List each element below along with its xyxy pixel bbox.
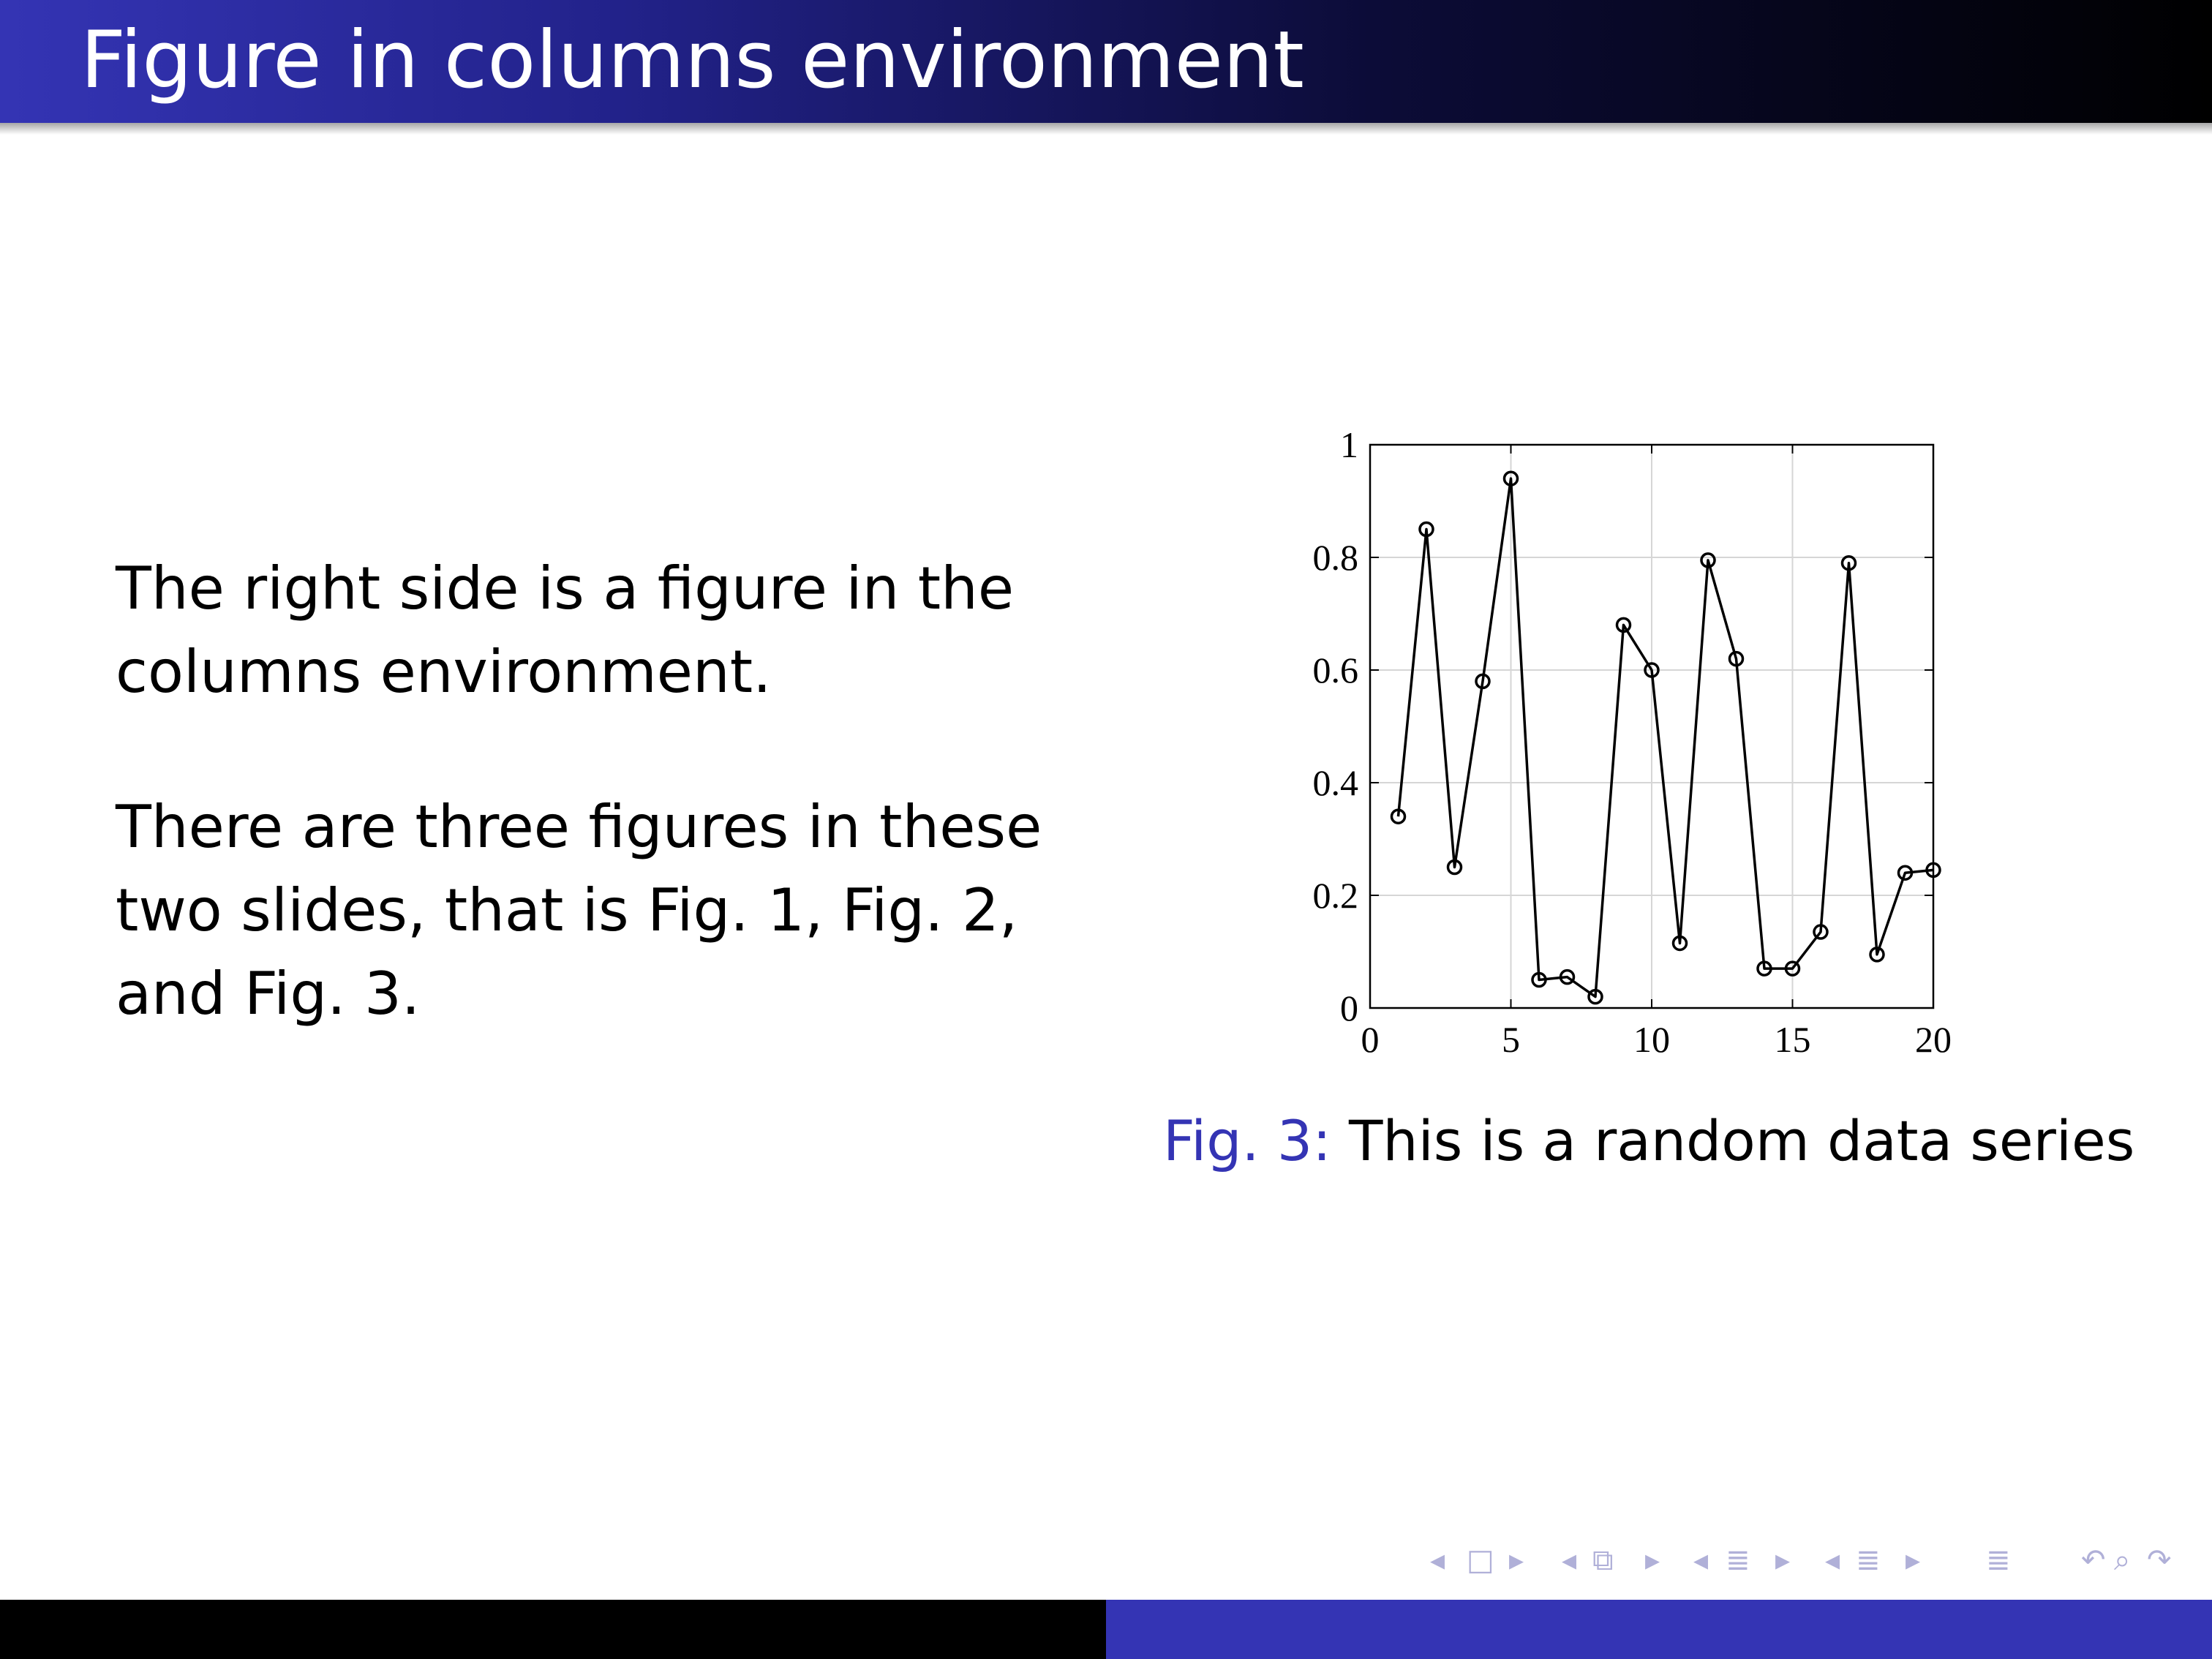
y-tick-label: 0.8 — [1312, 537, 1358, 578]
title-shadow — [0, 123, 2212, 135]
slide-title: Figure in columns environment — [80, 15, 1304, 106]
x-tick-label: 5 — [1502, 1019, 1520, 1060]
x-tick-label: 20 — [1915, 1019, 1952, 1060]
y-tick-label: 0.6 — [1312, 650, 1358, 691]
beamer-navigation[interactable] — [1430, 1543, 2191, 1587]
nav-prev-section-arrow-icon[interactable]: ◂ — [1693, 1543, 1709, 1577]
nav-next-document-arrow-icon[interactable]: ▸ — [1906, 1543, 1921, 1577]
nav-prev-subsection-arrow-icon[interactable]: ◂ — [1562, 1543, 1577, 1577]
x-tick-label: 10 — [1633, 1019, 1670, 1060]
paragraph-1: The right side is a figure in the columns environment. — [116, 554, 1015, 706]
y-tick-label: 1 — [1340, 424, 1358, 465]
nav-section-icon[interactable]: ≣ — [1726, 1543, 1750, 1577]
nav-subsection-icon[interactable]: ⧉ — [1592, 1543, 1614, 1577]
caption-text: This is a random data series — [1331, 1108, 2135, 1173]
footer-right-bar — [1106, 1600, 2212, 1659]
nav-search-icon[interactable]: ⌕ — [2114, 1543, 2131, 1577]
nav-document-icon[interactable]: ≣ — [1856, 1543, 1881, 1577]
nav-back-icon[interactable]: ↶ — [2081, 1543, 2106, 1577]
nav-frame-icon[interactable]: □ — [1467, 1543, 1494, 1577]
footer-left-bar — [0, 1600, 1106, 1659]
nav-next-section-arrow-icon[interactable]: ▸ — [1775, 1543, 1791, 1577]
nav-prev-frame-arrow-icon[interactable]: ◂ — [1430, 1543, 1445, 1577]
y-tick-label: 0.4 — [1312, 762, 1358, 803]
y-tick-label: 0 — [1340, 988, 1358, 1028]
x-tick-label: 0 — [1361, 1019, 1380, 1060]
nav-prev-document-arrow-icon[interactable]: ◂ — [1825, 1543, 1840, 1577]
data-series-line — [1399, 478, 1934, 996]
x-tick-label: 15 — [1774, 1019, 1811, 1060]
nav-forward-icon[interactable]: ↷ — [2147, 1543, 2172, 1577]
caption-label: Fig. 3: — [1163, 1108, 1331, 1173]
nav-next-frame-arrow-icon[interactable]: ▸ — [1509, 1543, 1524, 1577]
nav-appendix-icon[interactable]: ≣ — [1986, 1543, 2011, 1577]
figure-3 — [1273, 417, 1975, 1086]
y-tick-label: 0.2 — [1312, 875, 1358, 916]
paragraph-2: There are three figures in these two slides, that is Fig. 1, Fig. 2, and Fig. 3. — [116, 793, 1042, 1028]
frame-title-bar — [0, 0, 2212, 123]
nav-next-subsection-arrow-icon[interactable]: ▸ — [1645, 1543, 1660, 1577]
figure-caption — [1163, 1105, 2134, 1178]
left-column — [116, 547, 1081, 1107]
line-chart — [1273, 417, 1975, 1083]
